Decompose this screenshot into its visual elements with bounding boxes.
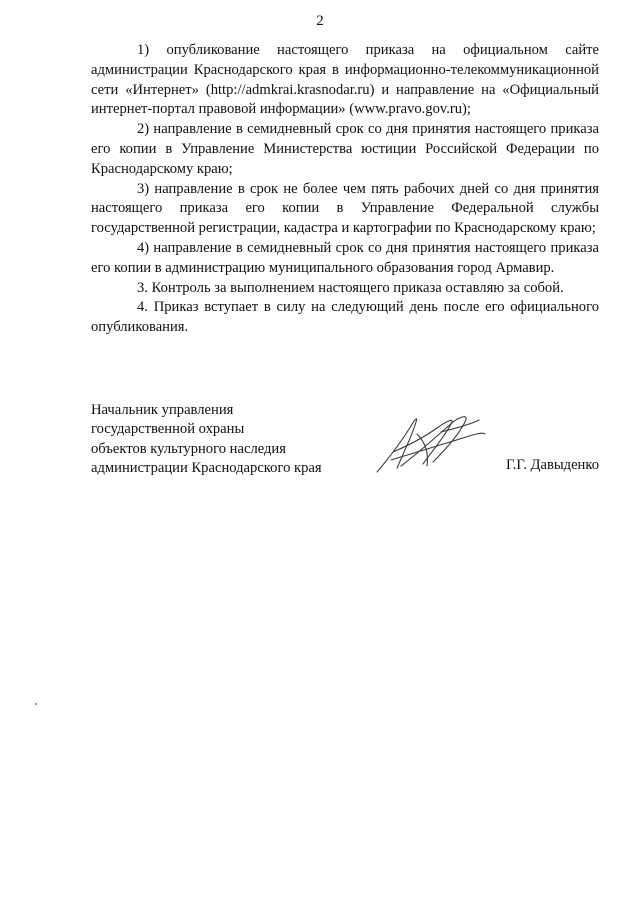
position-line: администрации Краснодарского края bbox=[91, 460, 322, 477]
signatory-position bbox=[91, 401, 322, 479]
scan-speck bbox=[35, 703, 37, 705]
handwritten-signature bbox=[371, 408, 489, 478]
position-line: государственной охраны bbox=[91, 421, 245, 438]
page-number: 2 bbox=[316, 13, 324, 29]
paragraph-registration-service: 3) направление в срок не более чем пять рабочих дней со дня принятия настоящего приказа его копии в Управление Федеральной службы государственной регистрации, кадастра и картографии по Краснодарскому краю; bbox=[91, 180, 599, 237]
paragraph-publication: 1) опубликование настоящего приказа на официальном сайте администрации Краснодарского края в информационно-телекоммуникационной сети «Интернет» (http://admkrai.krasnodar.ru) и направление на «Официальный интернет-портал правовой информации» (www.pravo.gov.ru); bbox=[91, 42, 599, 118]
paragraph-ministry-of-justice: 2) направление в семидневный срок со дня принятия настоящего приказа его копии в Управление Министерства юстиции Российской Федерации по Краснодарскому краю; bbox=[91, 121, 599, 177]
paragraph-control: 3. Контроль за выполнением настоящего приказа оставляю за собой. bbox=[137, 279, 564, 296]
order-body bbox=[91, 41, 599, 338]
position-line: объектов культурного наследия bbox=[91, 440, 286, 457]
paragraph-entry-into-force: 4. Приказ вступает в силу на следующий день после его официального опубликования. bbox=[91, 299, 599, 336]
paragraph-armavir-administration: 4) направление в семидневный срок со дня принятия настоящего приказа его копии в администрацию муниципального образования город Армавир. bbox=[91, 239, 599, 276]
position-line: Начальник управления bbox=[91, 402, 234, 418]
signer-name: Г.Г. Давыденко bbox=[505, 457, 599, 473]
